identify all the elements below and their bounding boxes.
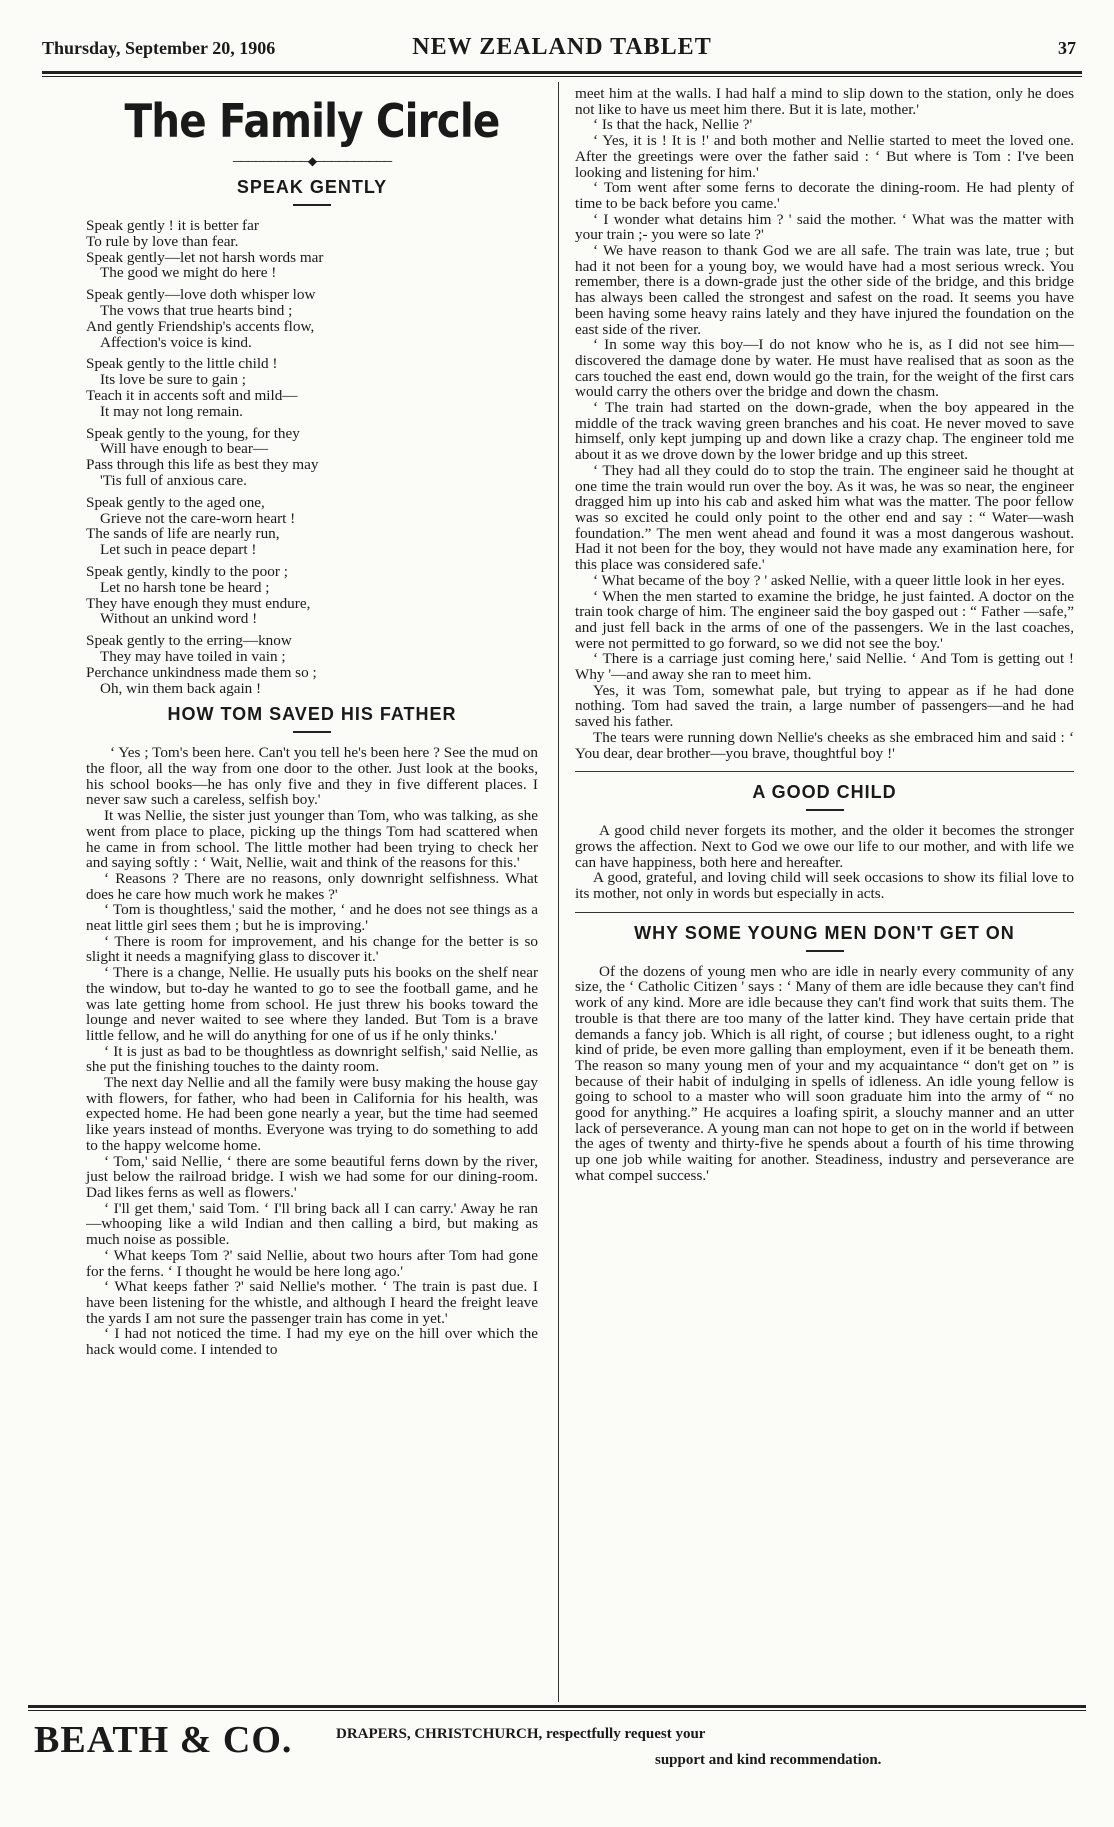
paragraph: ‘ The train had started on the down-grade, when the boy appeared in the middle of the track waving green branches and his coat. He never moved to save himself, only kept jumping up and down like a crazy chap. The engineer told me about it as we drove down by the lower bridge and up this street.: [575, 399, 1074, 464]
left-column: [86, 86, 538, 1358]
page-number: 37: [1058, 38, 1076, 58]
paragraph: meet him at the walls. I had half a mind to slip down to the station, only he does not like to have us meet him there. But it is late, mother.': [575, 85, 1074, 118]
poem-line: Will have enough to bear—: [100, 440, 269, 458]
header-rule: [42, 71, 1082, 74]
header-rule-thin: [42, 76, 1082, 77]
title-underline: [806, 809, 844, 811]
poem-line: 'Tis full of anxious care.: [100, 471, 247, 489]
paragraph: It was Nellie, the sister just younger than Tom, who was talking, as she went from place to place, picking up the things Tom had scattered when he came in from school. The little mother had been trying to check her and saying softly : ‘ Wait, Nellie, wait and think of the reasons for this.': [86, 807, 538, 872]
issue-date: Thursday, September 20, 1906: [42, 38, 276, 58]
paragraph: ‘ What became of the boy ? ' asked Nellie, with a queer little look in her eyes.: [593, 571, 1065, 589]
paragraph: ‘ I had not noticed the time. I had my eye on the hill over which the hack would come. I intended to: [86, 1325, 538, 1359]
footer-rule: [28, 1705, 1086, 1708]
paragraph: ‘ When the men started to examine the bridge, he just fainted. A doctor on the train took charge of him. The engineer said the boy gasped out : “ Father —safe,” and just fell back in the arms of one of the passengers. We in the last coaches, were not permitted to go forward, so we did not see the boy.': [575, 587, 1074, 652]
paragraph: ‘ What keeps father ?' said Nellie's mother. ‘ The train is past due. I have been listening for the whistle, and although I heard the freight leave the yards I am not sure the passenger train has come in yet.': [86, 1278, 538, 1327]
poem-line: Speak gently—love doth whisper low: [86, 286, 316, 304]
poem-line: It may not long remain.: [100, 402, 243, 420]
poem-line: Perchance unkindness made them so ;: [86, 663, 317, 681]
paragraph: ‘ Yes, it is ! It is !' and both mother and Nellie started to meet the loved one. After the greetings were over the father said : ‘ But where is Tom : I've been looking and listening for him.': [575, 132, 1074, 181]
title-underline: [293, 731, 331, 733]
paragraph: ‘ They had all they could do to stop the train. The engineer said he thought at one time the train would run over the boy. As it was, he was so near, the engineer dragged him up into his cab and asked him what was the matter. The poor fellow was so excited he could only point to the other end and say : “ Water—wash foundation.” The men went ahead and found it was a most dangerous washout. Had it not been for the boy, they would not have made any examination here, for this place was considered safe.': [575, 461, 1074, 574]
paragraph: ‘ There is room for improvement, and his change for the better is so slight it needs a magnifying glass to discover it.': [86, 932, 538, 966]
story-continued: [575, 86, 1074, 761]
poem-body: [86, 218, 538, 696]
department-title: The Family Circle: [124, 94, 500, 148]
poem-line: The good we might do here !: [100, 264, 277, 282]
paragraph: ‘ There is a carriage just coming here,' said Nellie. ‘ And Tom is getting out ! Why '—and away she ran to meet him.: [575, 650, 1074, 684]
paragraph: Of the dozens of young men who are idle in nearly every community of any size, the ‘ Catholic Citizen ' says : ‘ Many of them are idle because they can't find work of any kind. More are idle because they can't find work that suits them. The trouble is that there are too many of the latter kind. They have certain pride that demands a fancy job. Which is all right, of course ; but idleness ought, to a right kind of pride, be even more galling than employment, even if it be beneath them. The reason so many young men of your and my acquaintance “ don't get on ” is because of their habit of indulging in spells of idleness. An idle young fellow is going to school to a master who will soon graduate him into the army of “ no good for anything.” He acquires a loafing spirit, a slouchy manner and an utter lack of perseverance. A young man can not hope to get on in the world if between the ages of twenty and thirty-five he spends about a fourth of his time throwing up one job while waiting for another. Steadiness, industry and perseverance are what compel success.': [575, 962, 1074, 1184]
good-child-title: A GOOD CHILD: [752, 782, 897, 803]
poem-line: Speak gently to the aged one,: [86, 493, 265, 511]
paragraph: ‘ I wonder what detains him ? ' said the mother. ‘ What was the matter with your train ;- you were so late ?': [575, 210, 1074, 244]
poem-line: Affection's voice is kind.: [100, 333, 252, 351]
page-header: [42, 34, 1082, 72]
paragraph: ‘ Tom is thoughtless,' said the mother, ‘ and he does not see things as a neat little girl sees them ; but he is improving.': [86, 901, 538, 935]
poem-line: Grieve not the care-worn heart !: [100, 509, 296, 527]
poem-stanza: [86, 218, 538, 281]
young-men-body: [575, 964, 1074, 1184]
paragraph: ‘ There is a change, Nellie. He usually puts his books on the shelf near the window, but to-day he wanted to go to see the football game, and he was late getting home from school. He just threw his books toward the lounge and never waited to see where they landed. But Tom is a brave little fellow, and he will do anything for one of us if he only thinks.': [86, 964, 538, 1044]
poem-line: Speak gently, kindly to the poor ;: [86, 562, 288, 580]
paragraph: ‘ Reasons ? There are no reasons, only downright selfishness. What does he care how much work he makes ?': [86, 869, 538, 903]
paragraph: A good, grateful, and loving child will seek occasions to show its filial love to its mother, not only in words but especially in acts.: [575, 869, 1074, 903]
paragraph: The next day Nellie and all the family were busy making the house gay with flowers, for father, who had been in California for his health, was expected home. He had been gone nearly a year, but the time had seemed like years instead of months. Everyone was trying to do something to add to the happy welcome home.: [86, 1074, 538, 1154]
poem-line: Teach it in accents soft and mild—: [86, 386, 298, 404]
footer-rule-thin: [28, 1710, 1086, 1711]
poem-line: The sands of life are nearly run,: [86, 525, 280, 543]
paragraph: ‘ Tom went after some ferns to decorate the dining-room. He had plenty of time to be back before you came.': [575, 179, 1074, 212]
poem-stanza: [86, 287, 538, 350]
paragraph: ‘ In some way this boy—I do not know who he is, as I did not see him—discovered the damage done by water. He must have realised that as soon as the cars touched the east end, down would go the train, for the weight of the first cars would carry the others over the bridge and down the chasm.: [575, 336, 1074, 401]
paragraph: ‘ Tom,' said Nellie, ‘ there are some beautiful ferns down by the river, just below the railroad bridge. I wish we had some for our dining-room. Dad likes ferns as well as flowers.': [86, 1152, 538, 1201]
poem-stanza: [86, 633, 538, 696]
poem-line: Pass through this life as best they may: [86, 456, 319, 474]
poem-stanza: [86, 426, 538, 489]
story-body: [86, 745, 538, 1357]
paragraph: ‘ I'll get them,' said Tom. ‘ I'll bring back all I can carry.' Away he ran—whooping like a wild Indian and then calling a bird, but making as much noise as possible.: [86, 1199, 538, 1249]
advert-line-2: support and kind recommendation.: [655, 1752, 882, 1768]
section-rule: [575, 771, 1074, 772]
poem-line: They have enough they must endure,: [86, 594, 311, 612]
paragraph: ‘ We have reason to thank God we are all safe. The train was late, true ; but had it not been for a young boy, we would have had a most serious wreck. You remember, there is a down-grade just the other side of the bridge, and this bridge has always been called the strongest and safest on the road. It seems you have been having some heavy rains lately and they have injured the foundation on the east side of the river.: [575, 242, 1074, 338]
masthead-title: NEW ZEALAND TABLET: [412, 34, 712, 60]
paragraph: ‘ Is that the hack, Nellie ?': [593, 116, 753, 134]
paragraph: ‘ It is just as bad to be thoughtless as downright selfish,' said Nellie, as she put the finishing touches to the dainty room.: [86, 1042, 538, 1076]
paragraph: Yes, it was Tom, somewhat pale, but trying to appear as if he had done nothing. Tom had saved the train, a large number of passengers—and he had saved his father.: [575, 681, 1074, 731]
advert-line-1: DRAPERS, CHRISTCHURCH, respectfully request your: [336, 1726, 706, 1742]
poem-line: Speak gently to the erring—know: [86, 632, 292, 650]
poem-line: Speak gently to the young, for they: [86, 424, 300, 442]
poem-line: Let such in peace depart !: [100, 541, 257, 559]
poem-line: Speak gently—let not harsh words mar: [86, 248, 324, 266]
good-child-body: [575, 823, 1074, 902]
right-column: [575, 86, 1074, 1184]
poem-line: The vows that true hearts bind ;: [100, 301, 293, 319]
advertiser-name: BEATH & CO.: [34, 1719, 293, 1761]
poem-line: Let no harsh tone be heard ;: [100, 578, 270, 596]
poem-line: Its love be sure to gain ;: [100, 371, 246, 389]
poem-line: And gently Friendship's accents flow,: [86, 317, 315, 335]
ornament-divider: ──────────◆──────────: [232, 154, 392, 168]
section-rule: [575, 912, 1074, 913]
title-underline: [293, 204, 331, 206]
title-underline: [806, 950, 844, 952]
story-title: HOW TOM SAVED HIS FATHER: [167, 704, 457, 725]
young-men-title: WHY SOME YOUNG MEN DON'T GET ON: [634, 922, 1015, 943]
paragraph: A good child never forgets its mother, and the older it becomes the stronger grows the affection. Next to God we owe our life to our mother, and with life we can have happiness, both here and hereafter.: [575, 822, 1074, 871]
paragraph: ‘ Yes ; Tom's been here. Can't you tell he's been here ? See the mud on the floor, all the way from one door to the other. Just look at the books, his school books—he has only five and they in five different places. I never saw such a careless, selfish boy.': [86, 744, 538, 809]
poem-title: SPEAK GENTLY: [236, 177, 388, 197]
paragraph: ‘ What keeps Tom ?' said Nellie, about two hours after Tom had gone for the ferns. ‘ I thought he would be here long ago.': [86, 1246, 538, 1280]
poem-line: Without an unkind word !: [100, 610, 258, 628]
poem-line: Speak gently ! it is better far: [86, 217, 259, 234]
poem-line: They may have toiled in vain ;: [100, 647, 286, 665]
column-divider: [558, 82, 559, 1702]
poem-line: Oh, win them back again !: [100, 679, 262, 697]
poem-line: Speak gently to the little child !: [86, 355, 278, 373]
poem-stanza: [86, 564, 538, 627]
poem-stanza: [86, 356, 538, 419]
poem-stanza: [86, 495, 538, 558]
poem-line: To rule by love than fear.: [86, 232, 239, 250]
paragraph: The tears were running down Nellie's cheeks as she embraced him and said : ‘ You dear, dear brother—you brave, thoughtful boy !': [575, 728, 1074, 762]
